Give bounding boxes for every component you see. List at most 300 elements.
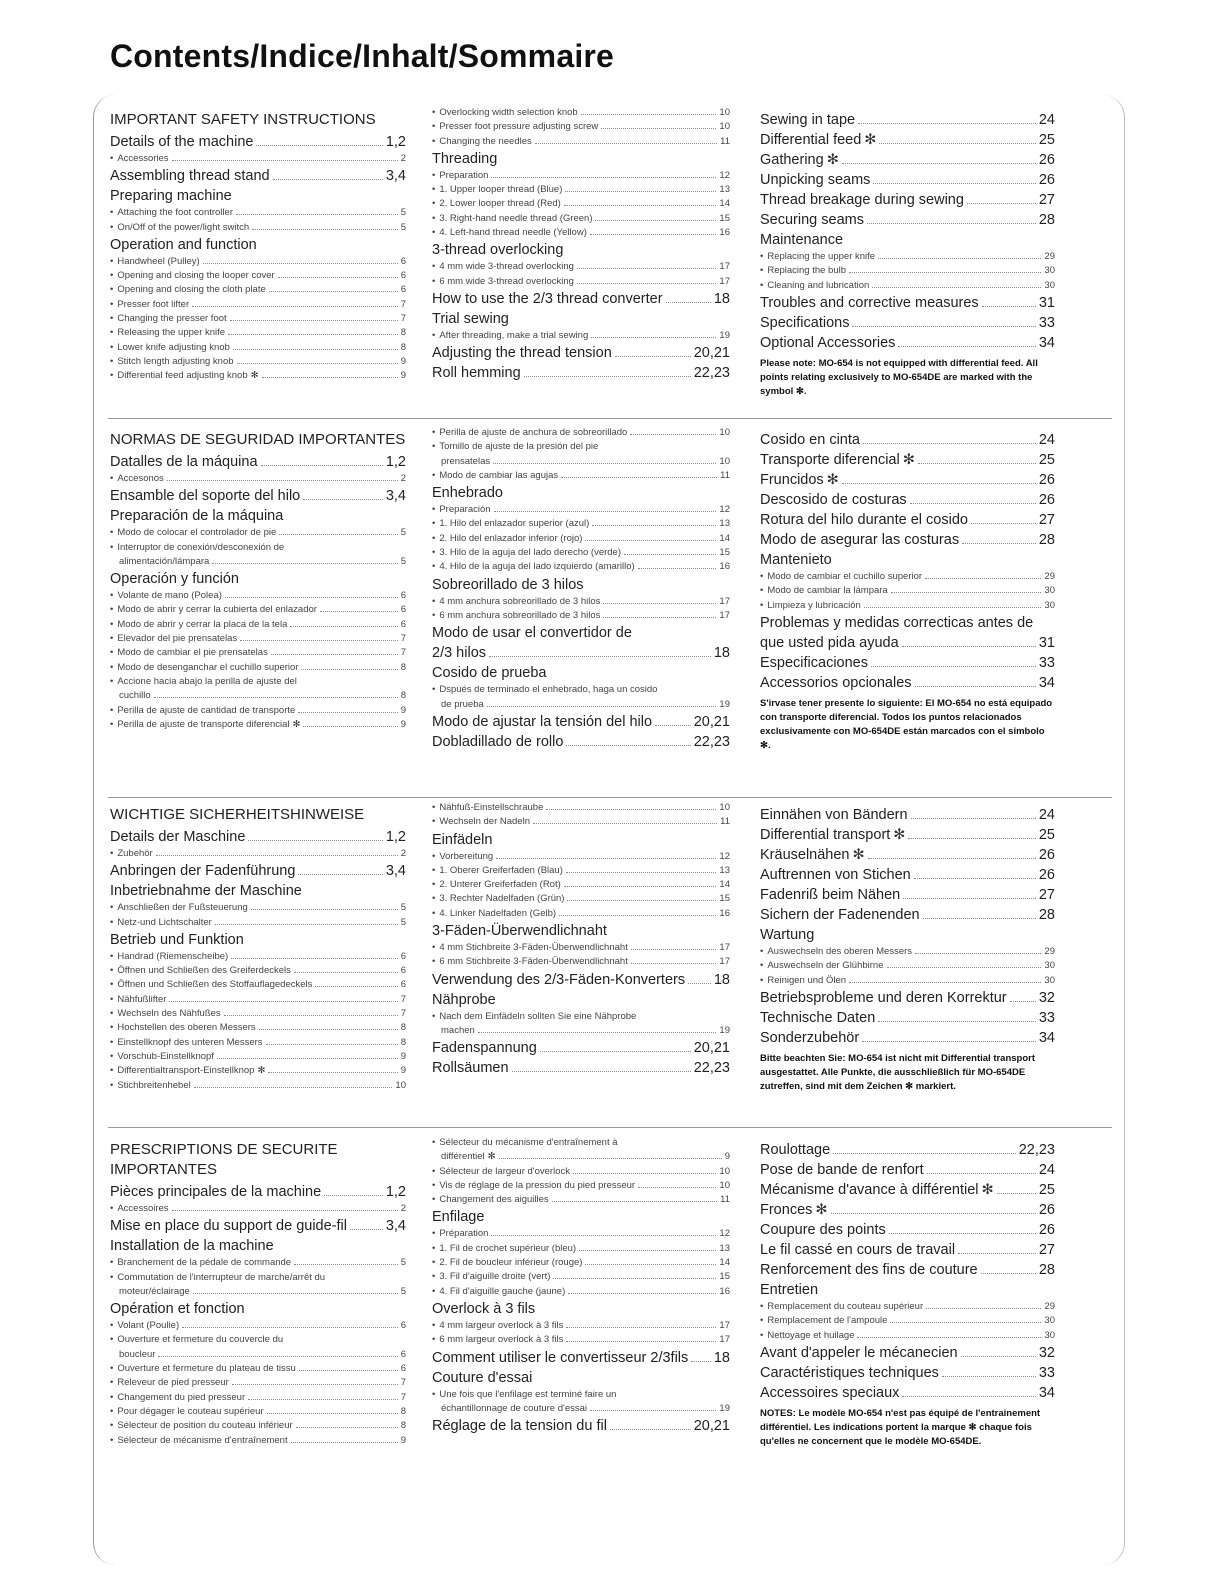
bullet-icon: • <box>110 341 114 353</box>
bullet-icon: • <box>110 298 114 310</box>
toc-subentry <box>432 1193 730 1207</box>
toc-subentry <box>432 1165 730 1179</box>
toc-entry <box>760 653 1055 673</box>
entry-text: Roulottage <box>760 1142 831 1158</box>
asterisk-icon: ✻ <box>981 1182 994 1198</box>
entry-text: Sélecteur de mécanisme d'entraînement <box>117 1434 288 1446</box>
entry-text: Coupure des points <box>760 1222 886 1238</box>
toc-entry <box>110 861 406 881</box>
entry-text: Presser foot lifter <box>117 298 190 310</box>
leader-dots <box>215 924 398 925</box>
bullet-icon: • <box>760 1315 764 1327</box>
page-number: 25 <box>1038 1182 1055 1198</box>
section-heading: WICHTIGE SICHERHEITSHINWEISE <box>110 806 365 823</box>
page-number: 11 <box>720 1194 730 1206</box>
page-number: 30 <box>1044 599 1055 611</box>
leader-dots <box>192 306 398 307</box>
toc-entry <box>432 643 730 663</box>
entry-text: Le fil cassé en cours de travail <box>760 1242 956 1258</box>
toc-entry <box>432 1038 730 1058</box>
section-heading: PRESCRIPTIONS DE SECURITE IMPORTANTES <box>110 1141 338 1178</box>
model-note: S'irvase tener presente lo siguiente: El MO-654 no está equipado con transporte diferencial. Todos los puntos relacionados exclusivamente con MO-654DE están marcados con el simbolo ✻. <box>760 697 1053 751</box>
toc-subentry <box>110 269 406 283</box>
bullet-icon: • <box>432 518 436 530</box>
entry-text: Preparing machine <box>110 188 232 205</box>
page-number: 9 <box>400 1434 406 1446</box>
toc-subentry <box>110 847 406 861</box>
bullet-icon: • <box>432 198 436 210</box>
entry-text: 6 mm largeur overlock à 3 fils <box>439 1334 564 1346</box>
toc-entry <box>760 885 1055 905</box>
toc-entry <box>760 190 1055 210</box>
entry-text: After threading, make a trial sewing <box>439 329 589 341</box>
leader-dots <box>496 858 716 859</box>
page-number: 16 <box>719 561 730 573</box>
bullet-icon: • <box>760 960 764 972</box>
page-number: 28 <box>1038 1262 1055 1278</box>
entry-text: On/Off of the power/light switch <box>117 221 250 233</box>
entry-text: Accessories <box>117 153 169 164</box>
entry-text: Enfilage <box>432 1209 485 1226</box>
leader-dots <box>910 503 1036 504</box>
toc-subentry <box>110 526 406 540</box>
toc-entry <box>760 150 1055 170</box>
entry-text: Modo de asegurar las costuras <box>760 532 960 548</box>
entry-text: machen <box>441 1024 475 1036</box>
entry-text: 4. Left-hand thread needle (Yellow) <box>439 227 587 239</box>
toc-subentry <box>110 1405 406 1419</box>
toc-subentry <box>110 1256 406 1270</box>
toc-subentry <box>110 646 406 660</box>
toc-entry <box>760 673 1055 693</box>
toc-entry <box>432 623 730 643</box>
entry-text: 3-thread overlocking <box>432 242 564 259</box>
entry-text: Einfädeln <box>432 831 493 848</box>
entry-text: Pose de bande de renfort <box>760 1162 924 1178</box>
bullet-icon: • <box>760 571 764 582</box>
entry-text: Tornillo de ajuste de la presión del pie <box>439 441 599 453</box>
bullet-icon: • <box>110 950 114 962</box>
leader-dots <box>524 376 691 377</box>
entry-text: Modo de cambiar la lámpara <box>767 585 888 597</box>
page-number: 2 <box>400 153 406 164</box>
toc-subentry <box>432 698 730 712</box>
leader-dots <box>298 874 382 875</box>
leader-dots <box>961 1356 1036 1357</box>
page-number: 1,2 <box>385 134 406 150</box>
entry-text: 4 mm anchura sobreorillado de 3 hilos <box>439 595 601 607</box>
leader-dots <box>296 1427 398 1428</box>
toc-subentry <box>432 801 730 815</box>
entry-text: Zubehör <box>117 848 153 859</box>
entry-text: Remplacement du couteau supérieur <box>767 1301 924 1312</box>
toc-subentry <box>110 1271 406 1285</box>
leader-dots <box>631 949 717 950</box>
bullet-icon: • <box>432 547 436 559</box>
toc-subentry <box>110 283 406 297</box>
toc-subentry <box>432 197 730 211</box>
page-number: 28 <box>1038 907 1055 923</box>
toc-entry <box>432 1299 730 1319</box>
entry-text: Verwendung des 2/3-Fäden-Konverters <box>432 971 686 988</box>
leader-dots <box>873 183 1035 184</box>
page-number: 27 <box>1038 512 1055 528</box>
leader-dots <box>1010 1001 1036 1002</box>
leader-dots <box>262 377 398 378</box>
page-number: 33 <box>1038 1009 1055 1026</box>
leader-dots <box>573 1173 716 1174</box>
entry-text: Operation and function <box>110 236 257 253</box>
toc-entry <box>760 988 1055 1008</box>
toc-subentry <box>432 260 730 274</box>
entry-text: Handwheel (Pulley) <box>117 255 200 267</box>
toc-entry <box>760 293 1055 313</box>
entry-text: Unpicking seams <box>760 172 871 188</box>
entry-text: Maintenance <box>760 232 844 248</box>
entry-text: Perilla de ajuste de cantidad de transporte <box>117 704 296 716</box>
leader-dots <box>232 1384 398 1385</box>
toc-entry <box>760 1028 1055 1048</box>
toc-subentry <box>110 326 406 340</box>
bullet-icon: • <box>110 1203 114 1214</box>
bullet-icon: • <box>432 121 436 133</box>
page-number: 9 <box>400 718 406 730</box>
bullet-icon: • <box>432 427 436 438</box>
leader-dots <box>655 725 691 726</box>
page-number: 10 <box>719 802 730 813</box>
page-number: 5 <box>400 1285 406 1297</box>
entry-text: Accessoires <box>117 1203 169 1214</box>
leader-dots <box>487 706 717 707</box>
entry-text: différentiel <box>441 1151 485 1163</box>
entry-text: Dspués de terminado el enhebrado, haga un cosido <box>439 684 658 696</box>
leader-dots <box>908 838 1035 839</box>
toc-entry <box>760 130 1055 150</box>
page-number: 25 <box>1038 452 1055 468</box>
bullet-icon: • <box>432 184 436 196</box>
leader-dots <box>915 686 1036 687</box>
leader-dots <box>267 1413 398 1414</box>
leader-dots <box>268 1072 397 1073</box>
toc-subentry <box>432 169 730 183</box>
asterisk-icon: ✻ <box>815 1202 828 1218</box>
toc-subentry <box>110 1348 406 1362</box>
entry-text: Kräuselnähen <box>760 847 850 863</box>
leader-dots <box>981 1273 1036 1274</box>
entry-text: Nähprobe <box>432 991 496 1008</box>
bullet-icon: • <box>110 1320 114 1332</box>
page-number: 27 <box>1038 192 1055 208</box>
page-number: 2 <box>400 473 406 484</box>
bullet-icon: • <box>110 1050 114 1062</box>
toc-subentry <box>110 1202 406 1216</box>
entry-text: Specifications <box>760 314 850 331</box>
page-number: 6 <box>400 1363 406 1375</box>
bullet-icon: • <box>110 1434 114 1446</box>
page-number: 6 <box>400 979 406 991</box>
page-number: 9 <box>400 704 406 716</box>
page-number: 5 <box>400 527 406 539</box>
toc-entry <box>110 827 406 847</box>
toc-entry <box>760 470 1055 490</box>
leader-dots <box>862 1041 1036 1042</box>
entry-text: Assembling thread stand <box>110 168 270 185</box>
toc-entry <box>760 1140 1055 1160</box>
page-number: 17 <box>719 595 730 607</box>
entry-text: Replacing the upper knife <box>767 251 876 262</box>
toc-entry <box>760 170 1055 190</box>
section-heading: IMPORTANT SAFETY INSTRUCTIONS <box>110 111 376 128</box>
leader-dots <box>298 712 397 713</box>
entry-text: Modo de cambiar el cuchillo superior <box>767 571 923 582</box>
entry-text: 6 mm wide 3-thread overlocking <box>439 275 574 287</box>
leader-dots <box>494 511 717 512</box>
toc-entry <box>110 486 406 506</box>
bullet-icon: • <box>110 313 114 325</box>
entry-text: Differential feed <box>760 132 862 148</box>
leader-dots <box>566 1327 716 1328</box>
entry-text: Sélecteur de position du couteau inférieur <box>117 1420 293 1432</box>
page-number: 17 <box>719 261 730 273</box>
toc-subentry <box>432 955 730 969</box>
page-number: 24 <box>1038 1162 1055 1178</box>
toc-entry <box>432 343 730 363</box>
page-number: 27 <box>1038 887 1055 903</box>
leader-dots <box>193 1293 398 1294</box>
leader-dots <box>592 525 716 526</box>
entry-text: Thread breakage during sewing <box>760 192 964 208</box>
page-number: 18 <box>713 645 730 662</box>
entry-text: Optional Accessories <box>760 334 896 351</box>
toc-subentry <box>432 275 730 289</box>
toc-entry <box>110 881 406 901</box>
entry-text: Nettoyage et huilage <box>767 1329 855 1341</box>
toc-entry <box>432 363 730 383</box>
page-number: 34 <box>1038 1029 1055 1046</box>
page-number: 9 <box>400 370 406 382</box>
leader-dots <box>849 272 1041 273</box>
page-number: 11 <box>720 135 730 147</box>
leader-dots <box>237 363 398 364</box>
entry-text: Troubles and corrective measures <box>760 294 979 311</box>
toc-subentry <box>432 1319 730 1333</box>
entry-text: Cosido de prueba <box>432 665 547 682</box>
entry-text: Auswechseln des oberen Messers <box>767 946 913 957</box>
entry-text: Cosido en cinta <box>760 432 860 448</box>
toc-entry <box>432 240 730 260</box>
bullet-icon: • <box>110 718 114 730</box>
page-number: 12 <box>719 1228 730 1240</box>
page-number: 20,21 <box>693 713 730 730</box>
leader-dots <box>499 1158 722 1159</box>
toc-subentry <box>432 212 730 226</box>
leader-dots <box>590 234 717 235</box>
toc-entry <box>432 921 730 941</box>
leader-dots <box>278 277 398 278</box>
entry-text: Preparación <box>439 504 491 516</box>
entry-text: Differentialtransport-Einstellknop <box>117 1065 255 1077</box>
entry-text: Vis de réglage de la pression du pied presseur <box>439 1179 636 1191</box>
entry-text: 2. Fil de boucleur inférieur (rouge) <box>439 1257 583 1269</box>
entry-text: Ouverture et fermeture du couvercle du <box>117 1334 284 1346</box>
toc-subentry <box>432 1270 730 1284</box>
leader-dots <box>591 337 716 338</box>
leader-dots <box>568 1293 716 1294</box>
page-number: 17 <box>719 956 730 968</box>
page-number: 26 <box>1038 152 1055 168</box>
bullet-icon: • <box>110 1377 114 1389</box>
leader-dots <box>903 898 1036 899</box>
entry-text: Volant (Poulie) <box>117 1320 180 1332</box>
page-number: 19 <box>719 329 730 341</box>
entry-text: Gathering <box>760 152 824 168</box>
entry-text: Anschließen der Fußsteuerung <box>117 902 248 914</box>
entry-text: Lower knife adjusting knob <box>117 341 230 353</box>
leader-dots <box>902 646 1036 647</box>
page-number: 24 <box>1038 807 1055 823</box>
entry-text: Differential feed adjusting knob <box>117 370 248 382</box>
page-number: 14 <box>719 879 730 891</box>
leader-dots <box>564 886 717 887</box>
entry-text: 3. Rechter Nadelfaden (Grün) <box>439 893 565 905</box>
bullet-icon: • <box>432 107 436 118</box>
leader-dots <box>230 320 398 321</box>
leader-dots <box>567 900 716 901</box>
bullet-icon: • <box>110 270 114 282</box>
leader-dots <box>858 123 1036 124</box>
page-number: 10 <box>395 1079 406 1091</box>
entry-text: Sonderzubehör <box>760 1029 860 1046</box>
toc-entry <box>760 825 1055 845</box>
leader-dots <box>915 953 1041 954</box>
leader-dots <box>624 554 716 555</box>
entry-text: 2. Hilo del enlazador inferior (rojo) <box>439 532 583 544</box>
entry-text: Accessorios opcionales <box>760 674 912 691</box>
entry-text: alimentación/lámpara <box>119 555 210 567</box>
bullet-icon: • <box>432 169 436 181</box>
entry-text: Modo de abrir y cerrar la cubierta del enlazador <box>117 604 317 616</box>
leader-dots <box>294 972 398 973</box>
leader-dots <box>561 477 717 478</box>
entry-text: Sélecteur de largeur d'overlock <box>439 1165 570 1177</box>
leader-dots <box>603 617 716 618</box>
leader-dots <box>273 179 383 180</box>
page-number: 34 <box>1038 674 1055 691</box>
toc-subentry <box>432 815 730 829</box>
leader-dots <box>533 823 717 824</box>
entry-text: Netz-und Lichtschalter <box>117 916 212 928</box>
page-number: 8 <box>400 1405 406 1417</box>
page-number: 26 <box>1038 172 1055 188</box>
page-number: 22,23 <box>693 1060 730 1077</box>
entry-text: 1. Oberer Greiferfaden (Blau) <box>439 864 563 876</box>
entry-text: 3-Fäden-Überwendlichnaht <box>432 923 607 940</box>
entry-text: Vorschub-Einstellknopf <box>117 1050 214 1062</box>
model-note: Please note: MO-654 is not equipped with differential feed. All points relating exclusively to MO-654DE are marked with the symbol ✻. <box>760 357 1038 397</box>
toc-subentry <box>110 603 406 617</box>
bullet-icon: • <box>110 965 114 977</box>
toc-subentry <box>432 1150 730 1164</box>
bullet-icon: • <box>432 275 436 287</box>
bullet-icon: • <box>110 1036 114 1048</box>
page-number: 16 <box>719 227 730 239</box>
page-number: 7 <box>400 298 406 310</box>
page-number: 30 <box>1044 960 1055 972</box>
page-number: 15 <box>719 1271 730 1283</box>
bullet-icon: • <box>432 879 436 891</box>
leader-dots <box>887 967 1042 968</box>
toc-subentry <box>760 974 1055 988</box>
entry-text: Fronces <box>760 1202 813 1218</box>
page-number: 16 <box>719 1285 730 1297</box>
page-number: 17 <box>719 1319 730 1331</box>
leader-dots <box>493 463 716 464</box>
leader-dots <box>491 177 716 178</box>
toc-subentry <box>432 595 730 609</box>
leader-dots <box>852 326 1035 327</box>
leader-dots <box>167 480 398 481</box>
bullet-icon: • <box>110 916 114 928</box>
entry-text: Branchement de la pédale de commande <box>117 1257 292 1269</box>
entry-text: Accessoires speciaux <box>760 1384 900 1401</box>
section-heading: NORMAS DE SEGURIDAD IMPORTANTES <box>110 431 406 448</box>
entry-text: Wechseln des Nähfußes <box>117 1008 221 1020</box>
leader-dots <box>279 534 397 535</box>
leader-dots <box>212 563 397 564</box>
entry-text: Handrad (Riemenscheibe) <box>117 950 229 962</box>
entry-text: 6 mm anchura sobreorillado de 3 hilos <box>439 609 601 621</box>
model-note: Bitte beachten Sie: MO-654 ist nicht mit Differential transport ausgestattet. Alle Punkte, die ausschließlich für MO-654DE zutreffen, sind mit dem Zeichen ✻ markiert. <box>760 1052 1036 1092</box>
asterisk-icon: ✻ <box>826 472 839 488</box>
entry-text: Modo de ajustar la tensión del hilo <box>432 713 653 730</box>
entry-text: échantillonnage de couture d'essai <box>441 1402 588 1414</box>
page-number: 6 <box>400 618 406 630</box>
toc-subentry <box>110 341 406 355</box>
toc-entry <box>760 1180 1055 1200</box>
bullet-icon: • <box>432 227 436 239</box>
page-number: 14 <box>719 198 730 210</box>
entry-text: Mantenieto <box>760 552 832 568</box>
leader-dots <box>577 283 716 284</box>
bullet-icon: • <box>110 1271 114 1283</box>
leader-dots <box>566 872 717 873</box>
entry-text: Wartung <box>760 927 815 943</box>
leader-dots <box>228 334 398 335</box>
toc-subentry <box>432 135 730 149</box>
entry-text: Stitch length adjusting knob <box>117 355 234 367</box>
toc-entry <box>110 235 406 255</box>
leader-dots <box>259 1029 398 1030</box>
entry-text: Mécanisme d'avance à différentiel <box>760 1182 979 1198</box>
entry-text: Enhebrado <box>432 485 503 502</box>
entry-text: Pièces principales de la machine <box>110 1184 322 1200</box>
entry-text: Réglage de la tension du fil <box>432 1418 607 1435</box>
section-divider <box>108 797 1112 798</box>
page-number: 8 <box>400 1036 406 1048</box>
bullet-icon: • <box>110 675 114 687</box>
page-number: 24 <box>1038 112 1055 128</box>
bullet-icon: • <box>432 469 436 481</box>
page-number: 9 <box>724 1151 730 1163</box>
page-number: 32 <box>1038 989 1055 1006</box>
page-number: 7 <box>400 1391 406 1403</box>
toc-subentry <box>110 1434 406 1448</box>
toc-column <box>110 805 406 1093</box>
bullet-icon: • <box>110 1008 114 1020</box>
entry-text: Roll hemming <box>432 365 521 382</box>
toc-subentry <box>110 369 406 383</box>
page-number: 1,2 <box>385 829 406 845</box>
